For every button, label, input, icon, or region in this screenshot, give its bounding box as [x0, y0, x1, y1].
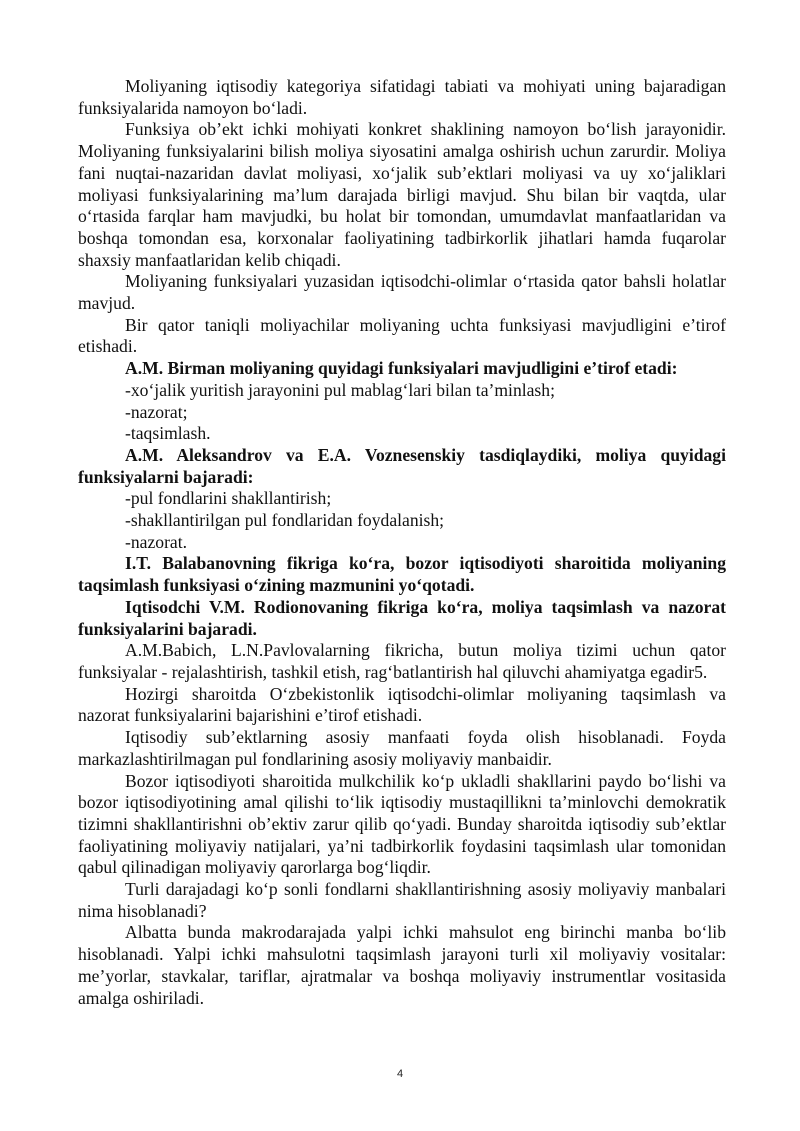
paragraph-debates: Moliyaning funksiyalari yuzasidan iqtisodchi-olimlar o‘rtasida qator bahsli holatlar mavjud. — [78, 271, 726, 314]
heading-birman: A.M. Birman moliyaning quyidagi funksiyalari mavjudligini e’tirof etadi: — [125, 358, 678, 379]
page-number: 4 — [396, 1068, 404, 1080]
paragraph-function-definition: Funksiya ob’ekt ichki mohiyati konkret shaklining namoyon bo‘lish jarayonidir. Moliyaning funksiyalarini bilish moliya siyosatini amalga oshirish uchun zarurdir. Moliya fani nuqtai-nazaridan davlat moliyasi, xo‘jalik sub’ektlari moliyasi va uy xo‘jaliklari moliyasi funksiyalarining ma’lum darajada birligi mavjud. Shu bilan bir vaqtda, ular o‘rtasida farqlar ham mavjudki, bu holat bir tomondan, umumdavlat manfaatlaridan va boshqa tomondan esa, korxonalar faoliyatining tadbirkorlik jihatlari hamda fuqarolar shaxsiy manfaatlaridan kelib chiqadi. — [78, 119, 726, 270]
list-item: -nazorat. — [125, 531, 188, 552]
paragraph-uzbek-scholars: Hozirgi sharoitda O‘zbekistonlik iqtisodchi-olimlar moliyaning taqsimlash va nazorat funksiyalarini bajarishini e’tirof etishadi. — [78, 683, 726, 726]
list-item: -nazorat; — [125, 401, 188, 422]
heading-rodionova: Iqtisodchi V.M. Rodionovaning fikriga ko‘ra, moliya taqsimlash va nazorat funksiyalarini bajaradi. — [78, 596, 726, 639]
paragraph-profit: Iqtisodiy sub’ektlarning asosiy manfaati foyda olish hisoblanadi. Foyda markazlashtirilmagan pul fondlarining asosiy moliyaviy manbaidir. — [78, 727, 726, 769]
heading-aleksandrov-voznesenskiy: A.M. Aleksandrov va E.A. Voznesenskiy tasdiqlaydiki, moliya quyidagi funksiyalarni bajaradi: — [78, 444, 726, 487]
paragraph-question: Turli darajadagi ko‘p sonli fondlarni shakllantirishning asosiy moliyaviy manbalari nima hisoblanadi? — [78, 879, 726, 921]
list-item: -pul fondlarini shakllantirish; — [125, 488, 332, 509]
list-item: -xo‘jalik yuritish jarayonini pul mablag‘lari bilan ta’minlash; — [125, 379, 555, 400]
paragraph-intro: Moliyaning iqtisodiy kategoriya sifatidagi tabiati va mohiyati uning bajaradigan funksiyalarida namoyon bo‘ladi. — [78, 76, 726, 118]
list-item: -shakllantirilgan pul fondlaridan foydalanish; — [125, 510, 445, 531]
heading-balabanov: I.T. Balabanovning fikriga ko‘ra, bozor iqtisodiyoti sharoitida moliyaning taqsimlash funksiyasi o‘zining mazmunini yo‘qotadi. — [78, 553, 726, 596]
paragraph-three-functions: Bir qator taniqli moliyachilar moliyaning uchta funksiyasi mavjudligini e’tirof etishadi. — [78, 314, 726, 357]
paragraph-gdp: Albatta bunda makrodarajada yalpi ichki mahsulot eng birinchi manba bo‘lib hisoblanadi. Yalpi ichki mahsulotni taqsimlash jarayoni turli xil moliyaviy vositalar: me’yorlar, stavkalar, tariflar, ajratmalar va boshqa moliyaviy instrumentlar vositasida amalga oshiriladi. — [78, 922, 726, 1008]
list-item: -taqsimlash. — [125, 423, 211, 444]
document-page — [78, 76, 726, 1009]
paragraph-babich-pavlova: A.M.Babich, L.N.Pavlovalarning fikricha, butun moliya tizimi uchun qator funksiyalar - rejalashtirish, tashkil etish, rag‘batlantirish hal qiluvchi ahamiyatga egadir5. — [78, 640, 726, 682]
paragraph-market-economy: Bozor iqtisodiyoti sharoitida mulkchilik ko‘p ukladli shakllarini paydo bo‘lishi va bozor iqtisodiyotining amal qilishi to‘lik iqtisodiy mustaqillikni ta’minlovchi demokratik tizimni shakllantirishni ob’ektiv zarur qilib qo‘yadi. Bunday sharoitda iqtisodiy sub’ektlar faoliyatining moliyaviy natijalari, ya’ni tadbirkorlik foydasini taqsimlash ular tomonidan qabul qilinadigan moliyaviy qarorlarga bog‘liqdir. — [78, 770, 726, 878]
